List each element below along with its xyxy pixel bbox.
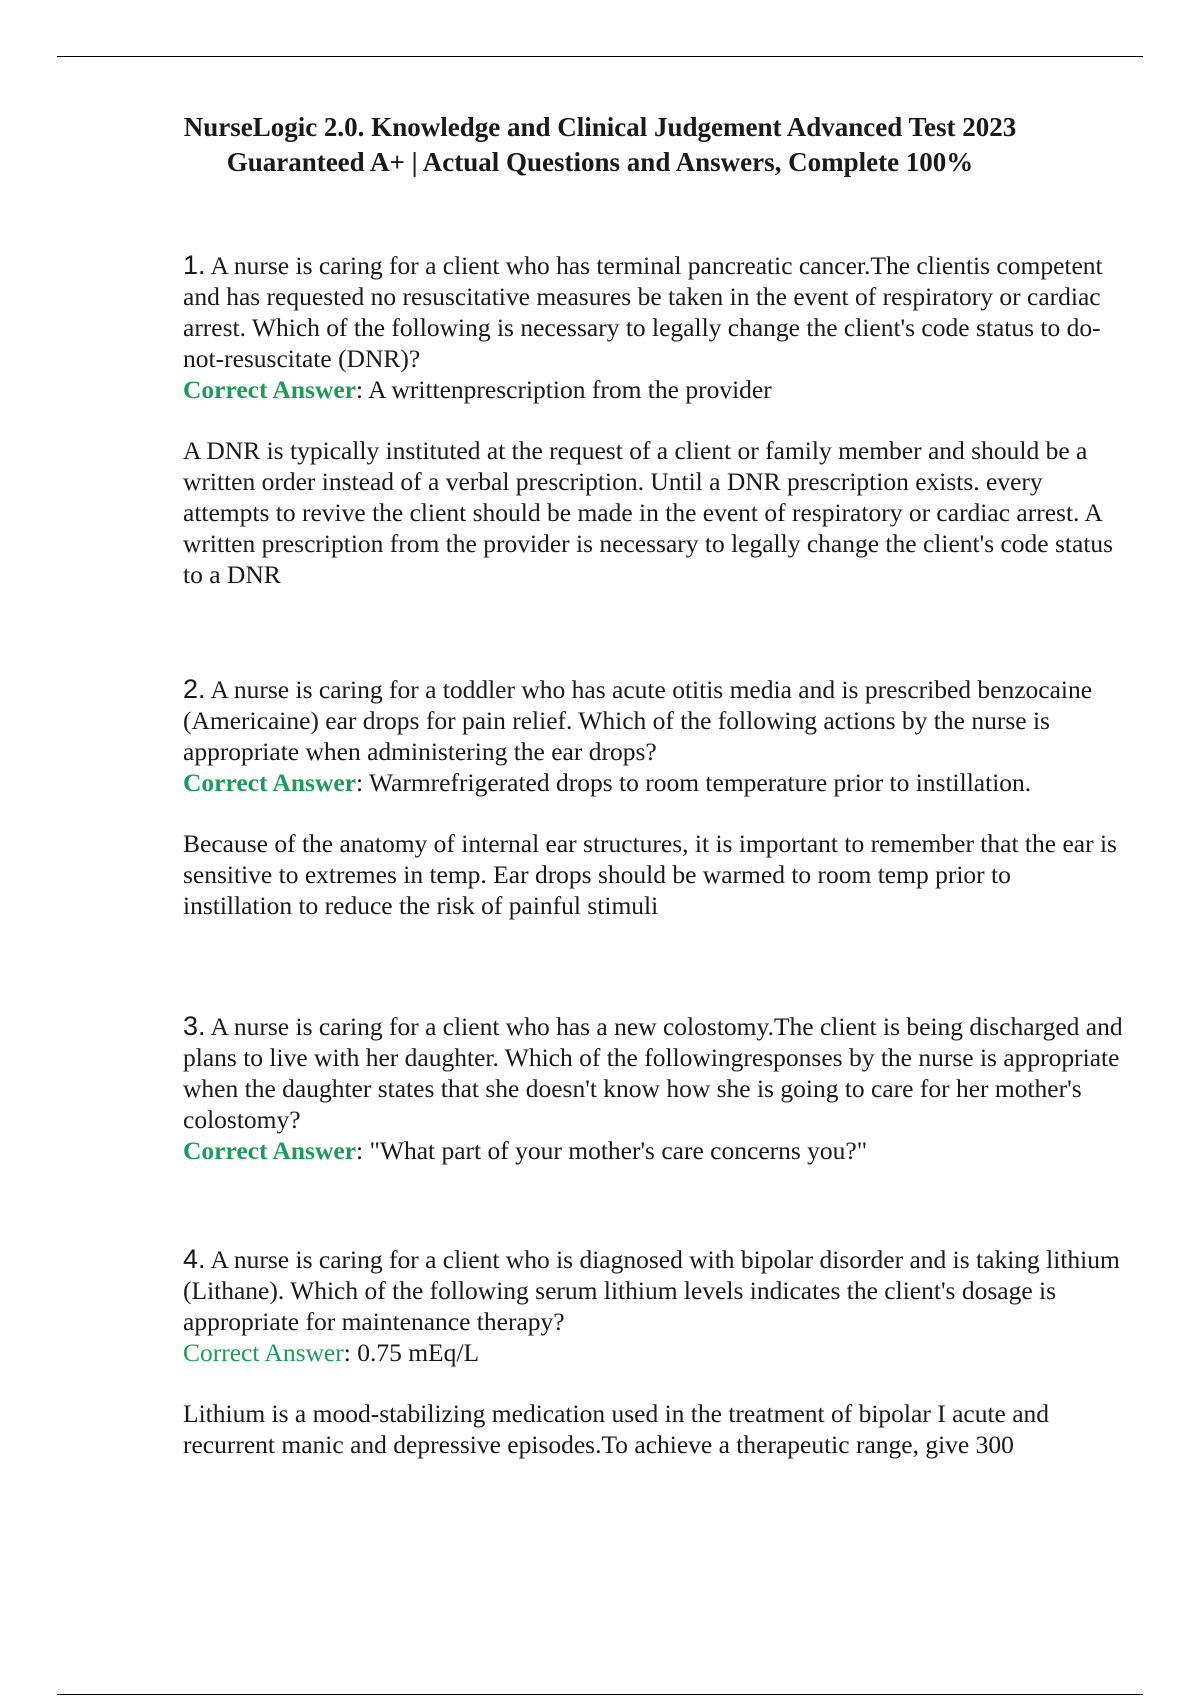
answer-label: Correct Answer [183, 1136, 357, 1165]
title-line-2: Guaranteed A+ | Actual Questions and Answers, Complete 100% [226, 147, 974, 177]
question-body: A nurse is caring for a client who is diagnosed with bipolar disorder and is taking lithium (Lithane). Which of the following serum lithium levels indicates the client's dosage is appropriate for maintenance therapy? [183, 1245, 1120, 1336]
question-body: A nurse is caring for a client who has a new colostomy.The client is being discharged and plans to live with her daughter. Which of the followingresponses by the nurse is appropriate when the daughter states that she doesn't know how she is going to care for her mother's colostomy? [183, 1012, 1123, 1134]
question-item [183, 674, 1123, 921]
question-number: 1. [183, 250, 206, 280]
question-number: 3. [183, 1011, 206, 1041]
rationale-text: Lithium is a mood-stabilizing medication used in the treatment of bipolar I acute and recurrent manic and depressive episodes.To achieve a therapeutic range, give 300 [183, 1399, 1050, 1459]
question-item [183, 250, 1123, 590]
question-item [183, 1011, 1123, 1166]
question-body: A nurse is caring for a toddler who has acute otitis media and is prescribed benzocaine (Americaine) ear drops for pain relief. Which of the following actions by the nurse is appropriate when administering the ear drops? [183, 675, 1093, 766]
question-item [183, 1244, 1123, 1460]
question-text [183, 1011, 1123, 1135]
top-divider [57, 56, 1143, 57]
answer-line [183, 374, 1123, 405]
rationale-text: A DNR is typically instituted at the request of a client or family member and should be a written order instead of a verbal prescription. Until a DNR prescription exists. every attempts to revive the client should be made in the event of respiratory or cardiac arrest. A written prescription from the provider is necessary to legally change the client's code status to a DNR [183, 436, 1114, 589]
question-number: 4. [183, 1244, 206, 1274]
answer-line [183, 1337, 1123, 1368]
document-title [120, 110, 1080, 180]
answer-label: Correct Answer [183, 375, 357, 404]
answer-line [183, 767, 1123, 798]
question-body: A nurse is caring for a client who has terminal pancreatic cancer.The clientis competent and has requested no resuscitative measures be taken in the event of respiratory or cardiac arrest. Which of the following is necessary to legally change the client's code status to do-not-resuscitate (DNR)? [183, 251, 1103, 373]
bottom-divider [57, 1694, 1143, 1695]
question-text [183, 250, 1123, 374]
answer-label: Correct Answer [183, 768, 357, 797]
question-number: 2. [183, 674, 206, 704]
question-text [183, 1244, 1123, 1337]
answer-text: : Warmrefrigerated drops to room temperature prior to instillation. [356, 768, 1032, 797]
answer-label: Correct Answer [183, 1338, 344, 1367]
question-text [183, 674, 1123, 767]
rationale-text: Because of the anatomy of internal ear structures, it is important to remember that the ear is sensitive to extremes in temp. Ear drops should be warmed to room temp prior to instillation to reduce the risk of painful stimuli [183, 829, 1117, 920]
answer-text: : A writtenprescription from the provider [356, 375, 772, 404]
document-body [183, 250, 1123, 1460]
answer-text: : "What part of your mother's care concerns you?" [356, 1136, 868, 1165]
answer-text: : 0.75 mEq/L [343, 1338, 480, 1367]
answer-line [183, 1135, 1123, 1166]
title-line-1: NurseLogic 2.0. Knowledge and Clinical Judgement Advanced Test 2023 [183, 112, 1017, 142]
